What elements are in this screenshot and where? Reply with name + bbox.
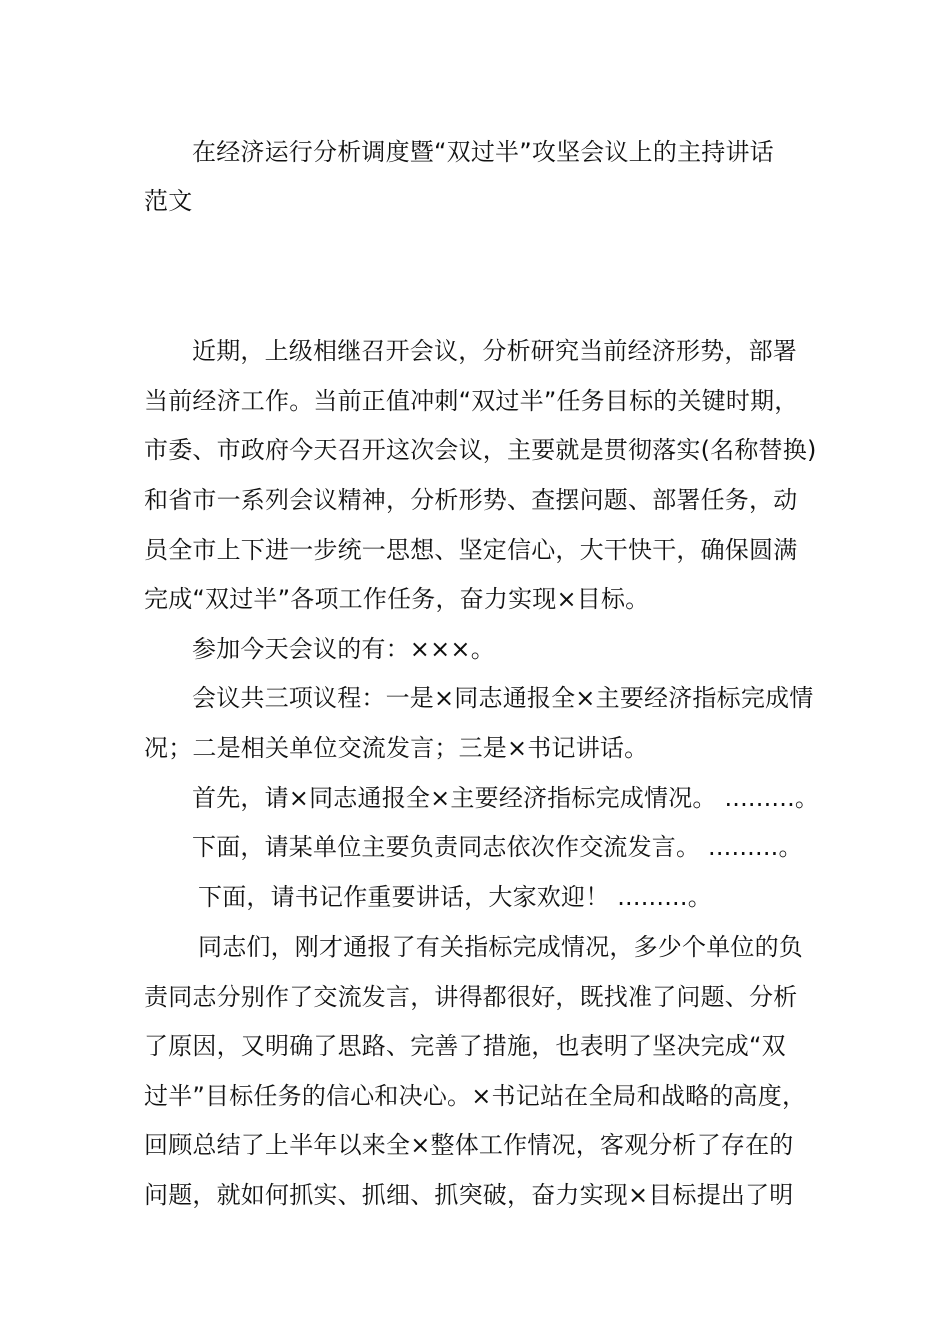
paragraph-line: 当前经济工作。当前正值冲刺“双过半”任务目标的关键时期， — [144, 387, 799, 415]
paragraph-line: 员全市上下进一步统一思想、坚定信心，大干快干，确保圆满 — [144, 536, 798, 564]
paragraph-line: 下面，请书记作重要讲话，大家欢迎！ .........。 — [198, 883, 712, 911]
paragraph-line: 会议共三项议程：一是×同志通报全×主要经济指标完成情 — [192, 684, 814, 712]
paragraph-line: 同志们，刚才通报了有关指标完成情况，多少个单位的负 — [198, 933, 803, 961]
paragraph-line: 下面，请某单位主要负责同志依次作交流发言。 .........。 — [192, 833, 803, 861]
paragraph-line: 过半”目标任务的信心和决心。×书记站在全局和战略的高度， — [144, 1082, 807, 1110]
paragraph-line: 责同志分别作了交流发言，讲得都很好，既找准了问题、分析 — [144, 983, 798, 1011]
document-title: 在经济运行分析调度暨“双过半”攻坚会议上的主持讲话 — [192, 138, 774, 166]
paragraph-line: 回顾总结了上半年以来全×整体工作情况，客观分析了存在的 — [144, 1131, 794, 1159]
paragraph-line: 和省市一系列会议精神，分析形势、查摆问题、部署任务，动 — [144, 486, 798, 514]
paragraph-line: 了原因，又明确了思路、完善了措施，也表明了坚决完成“双 — [144, 1032, 786, 1060]
paragraph-line: 完成“双过半”各项工作任务，奋力实现×目标。 — [144, 585, 650, 613]
paragraph-line: 况；二是相关单位交流发言；三是×书记讲话。 — [144, 734, 649, 762]
paragraph-line: 首先，请×同志通报全×主要经济指标完成情况。 .........。 — [192, 784, 820, 812]
paragraph-line: 近期，上级相继召开会议，分析研究当前经济形势，部署 — [192, 337, 797, 365]
document-title-continued: 范文 — [144, 187, 193, 215]
paragraph-line: 市委、市政府今天召开这次会议，主要就是贯彻落实(名称替换) — [144, 436, 817, 464]
paragraph-line: 参加今天会议的有：×××。 — [192, 635, 495, 663]
paragraph-line: 问题，就如何抓实、抓细、抓突破，奋力实现×目标提出了明 — [144, 1181, 794, 1209]
